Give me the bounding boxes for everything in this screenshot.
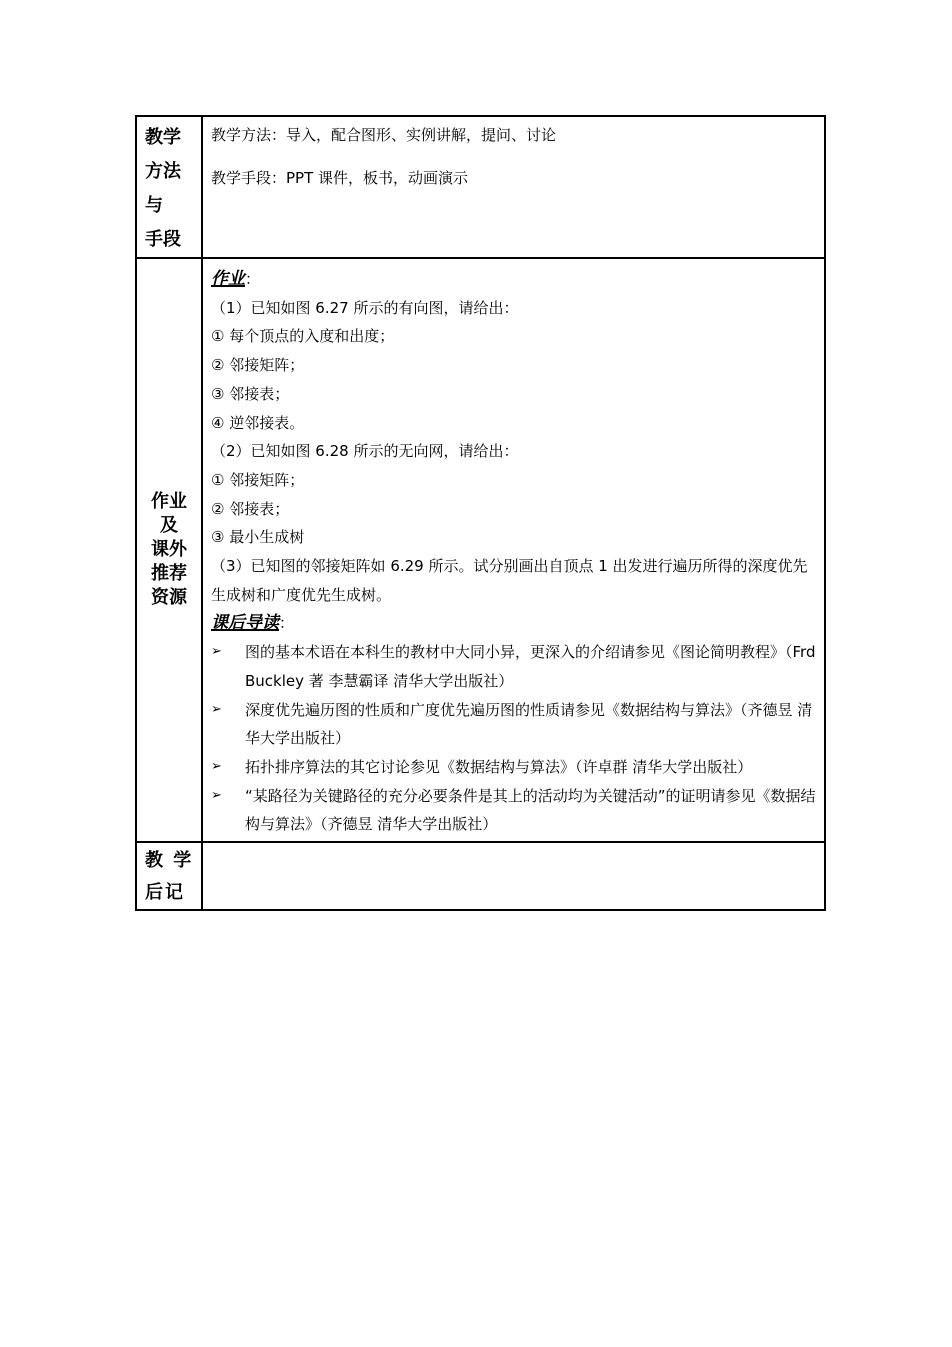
methods-label-line: 教学 [145, 127, 181, 148]
notes-empty-area [203, 843, 824, 907]
reading-item-text: 拓扑排序算法的其它讨论参见《数据结构与算法》（许卓群 清华大学出版社） [245, 757, 753, 776]
reading-heading: 课后导读 [211, 613, 279, 634]
methods-label-line: 手段 [145, 229, 181, 250]
methods-label-cell [136, 116, 202, 258]
notes-content-cell [202, 842, 825, 910]
reading-item-text: 深度优先遍历图的性质和广度优先遍历图的性质请参见《数据结构与算法》（齐德昱 清华大学出版社） [245, 700, 813, 748]
homework-line: ③ 邻接表； [211, 384, 290, 403]
notes-label-cell [136, 842, 202, 910]
reading-heading-colon: ： [279, 614, 295, 633]
homework-line: ① 邻接矩阵； [211, 470, 305, 489]
homework-heading-line [211, 265, 818, 294]
reading-item-text: “某路径为关键路径的充分必要条件是其上的活动均为关键活动”的证明请参见《数据结构与算法》（齐德昱 清华大学出版社） [245, 786, 816, 834]
methods-content-cell [202, 116, 825, 258]
notes-label-line: 教 学 [145, 850, 194, 871]
reading-item-text: 图的基本术语在本科生的教材中大同小异，更深入的介绍请参见《图论简明教程》（Frd Buckley 著 李慧霸译 清华大学出版社） [245, 643, 816, 690]
homework-label-line: 作业 [151, 491, 187, 512]
methods-row [136, 116, 825, 258]
notes-row [136, 842, 825, 910]
homework-line: ③ 最小生成树 [211, 528, 305, 547]
homework-line: ② 邻接表； [211, 499, 290, 518]
homework-label-line: 资源 [151, 587, 187, 608]
notes-label-line: 后记 [145, 882, 185, 903]
homework-line: （1）已知如图 6.27 所示的有向图，请给出： [211, 298, 519, 317]
homework-line: ④ 逆邻接表。 [211, 413, 305, 432]
lesson-plan-table [135, 115, 826, 911]
homework-label-line: 课外 [151, 539, 187, 560]
arrow-bullet-icon: ➢ [211, 787, 222, 803]
homework-label-cell [136, 258, 202, 842]
teaching-method-text: 教学方法：导入，配合图形、实例讲解，提问、讨论 [211, 126, 557, 144]
homework-line: ② 邻接矩阵； [211, 356, 305, 375]
teaching-means-text: 教学手段：PPT 课件，板书，动画演示 [211, 169, 469, 187]
homework-content-cell [202, 258, 825, 842]
homework-question-3: （3）已知图的邻接矩阵如 6.29 所示。试分别画出自顶点 1 出发进行遍历所得的深度优先生成树和广度优先生成树。 [211, 557, 808, 604]
reading-heading-line [211, 609, 818, 638]
homework-label-line: 及 [160, 515, 178, 536]
homework-line: ① 每个顶点的入度和出度； [211, 327, 395, 346]
homework-label-line: 推荐 [151, 563, 187, 584]
reading-item [211, 753, 818, 782]
reading-item [211, 638, 818, 695]
homework-line: （2）已知如图 6.28 所示的无向网，请给出： [211, 442, 519, 461]
reading-item [211, 782, 818, 839]
arrow-bullet-icon: ➢ [211, 644, 222, 660]
homework-row [136, 258, 825, 842]
homework-heading: 作业 [211, 269, 245, 289]
arrow-bullet-icon: ➢ [211, 758, 222, 774]
reading-item [211, 696, 818, 753]
methods-label-line: 与 [145, 195, 163, 216]
homework-heading-colon: ： [245, 270, 261, 288]
methods-label-line: 方法 [145, 161, 181, 182]
arrow-bullet-icon: ➢ [211, 701, 222, 717]
